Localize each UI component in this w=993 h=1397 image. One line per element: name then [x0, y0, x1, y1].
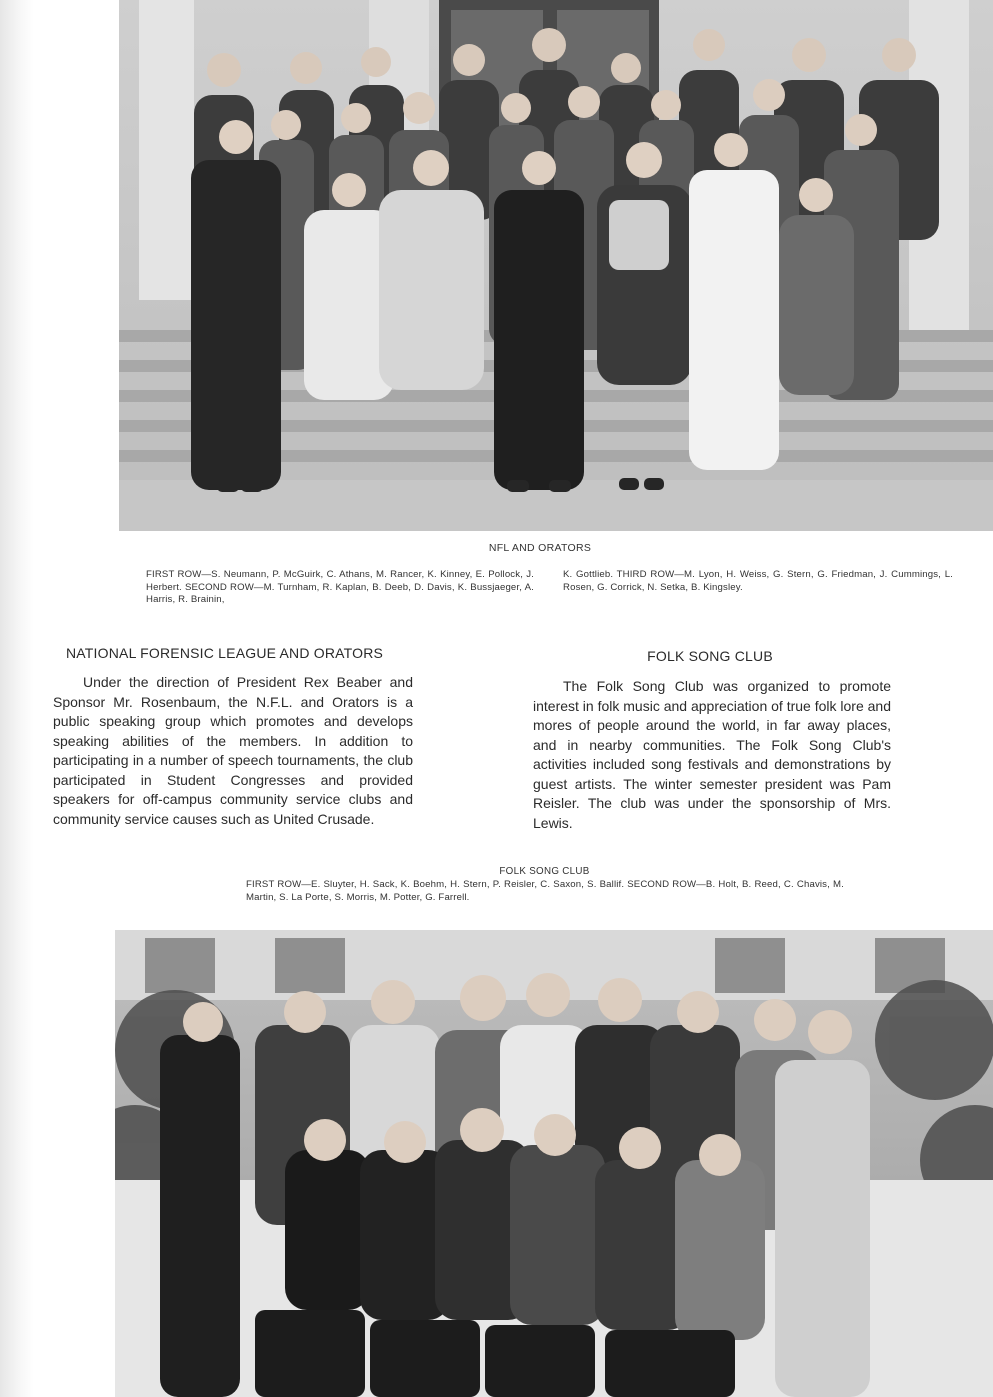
- folk-section-heading: FOLK SONG CLUB: [647, 648, 773, 664]
- folk-description: The Folk Song Club was organized to promote interest in folk music and appreciation of true folk lore and mores of people around the world, in far away places, and in nearby communities. The Folk Song Club's activities included song festivals and demonstrations by guest artists. The winter semester president was Pam Reisler. The club was under the sponsorship of Mrs. Lewis.: [533, 678, 891, 831]
- nfl-description: Under the direction of President Rex Beaber and Sponsor Mr. Rosenbaum, the N.F.L. and Orators is a public speaking group which promotes and develops speaking abilities of the members. In addition to participating in a number of speech tournaments, the club participated in Student Congresses and provided speakers for off-campus community service clubs and community service causes such as United Crusade.: [53, 674, 413, 827]
- nfl-photo-illustration: [119, 0, 993, 531]
- folk-names-list: FIRST ROW—E. Sluyter, H. Sack, K. Boehm, H. Stern, P. Reisler, C. Saxon, S. Ballif. SECOND ROW—B. Holt, B. Reed, C. Chavis, M. Martin, S. La Porte, S. Morris, M. Potter, G. Farrell.: [246, 879, 844, 903]
- folk-photo-illustration: [115, 930, 993, 1397]
- nfl-names-right-column: K. Gottlieb. THIRD ROW—M. Lyon, H. Weiss, G. Stern, G. Friedman, J. Cummings, L. Rosen, G. Corrick, N. Setka, B. Kingsley.: [563, 569, 953, 593]
- nfl-caption-title: NFL AND ORATORS: [488, 542, 592, 554]
- folk-caption-title: FOLK SONG CLUB: [499, 866, 590, 877]
- folk-song-club-group-photo: [115, 930, 993, 1397]
- page-binding-edge: [0, 0, 34, 1397]
- nfl-group-photo: [119, 0, 993, 531]
- nfl-section-heading: NATIONAL FORENSIC LEAGUE AND ORATORS: [66, 645, 384, 661]
- nfl-names-left-column: FIRST ROW—S. Neumann, P. McGuirk, C. Athans, M. Rancer, K. Kinney, E. Pollock, J. Herbert. SECOND ROW—M. Turnham, R. Kaplan, B. Deeb, D. Davis, K. Bussjaeger, A. Harris, R. Brainin,: [146, 569, 534, 606]
